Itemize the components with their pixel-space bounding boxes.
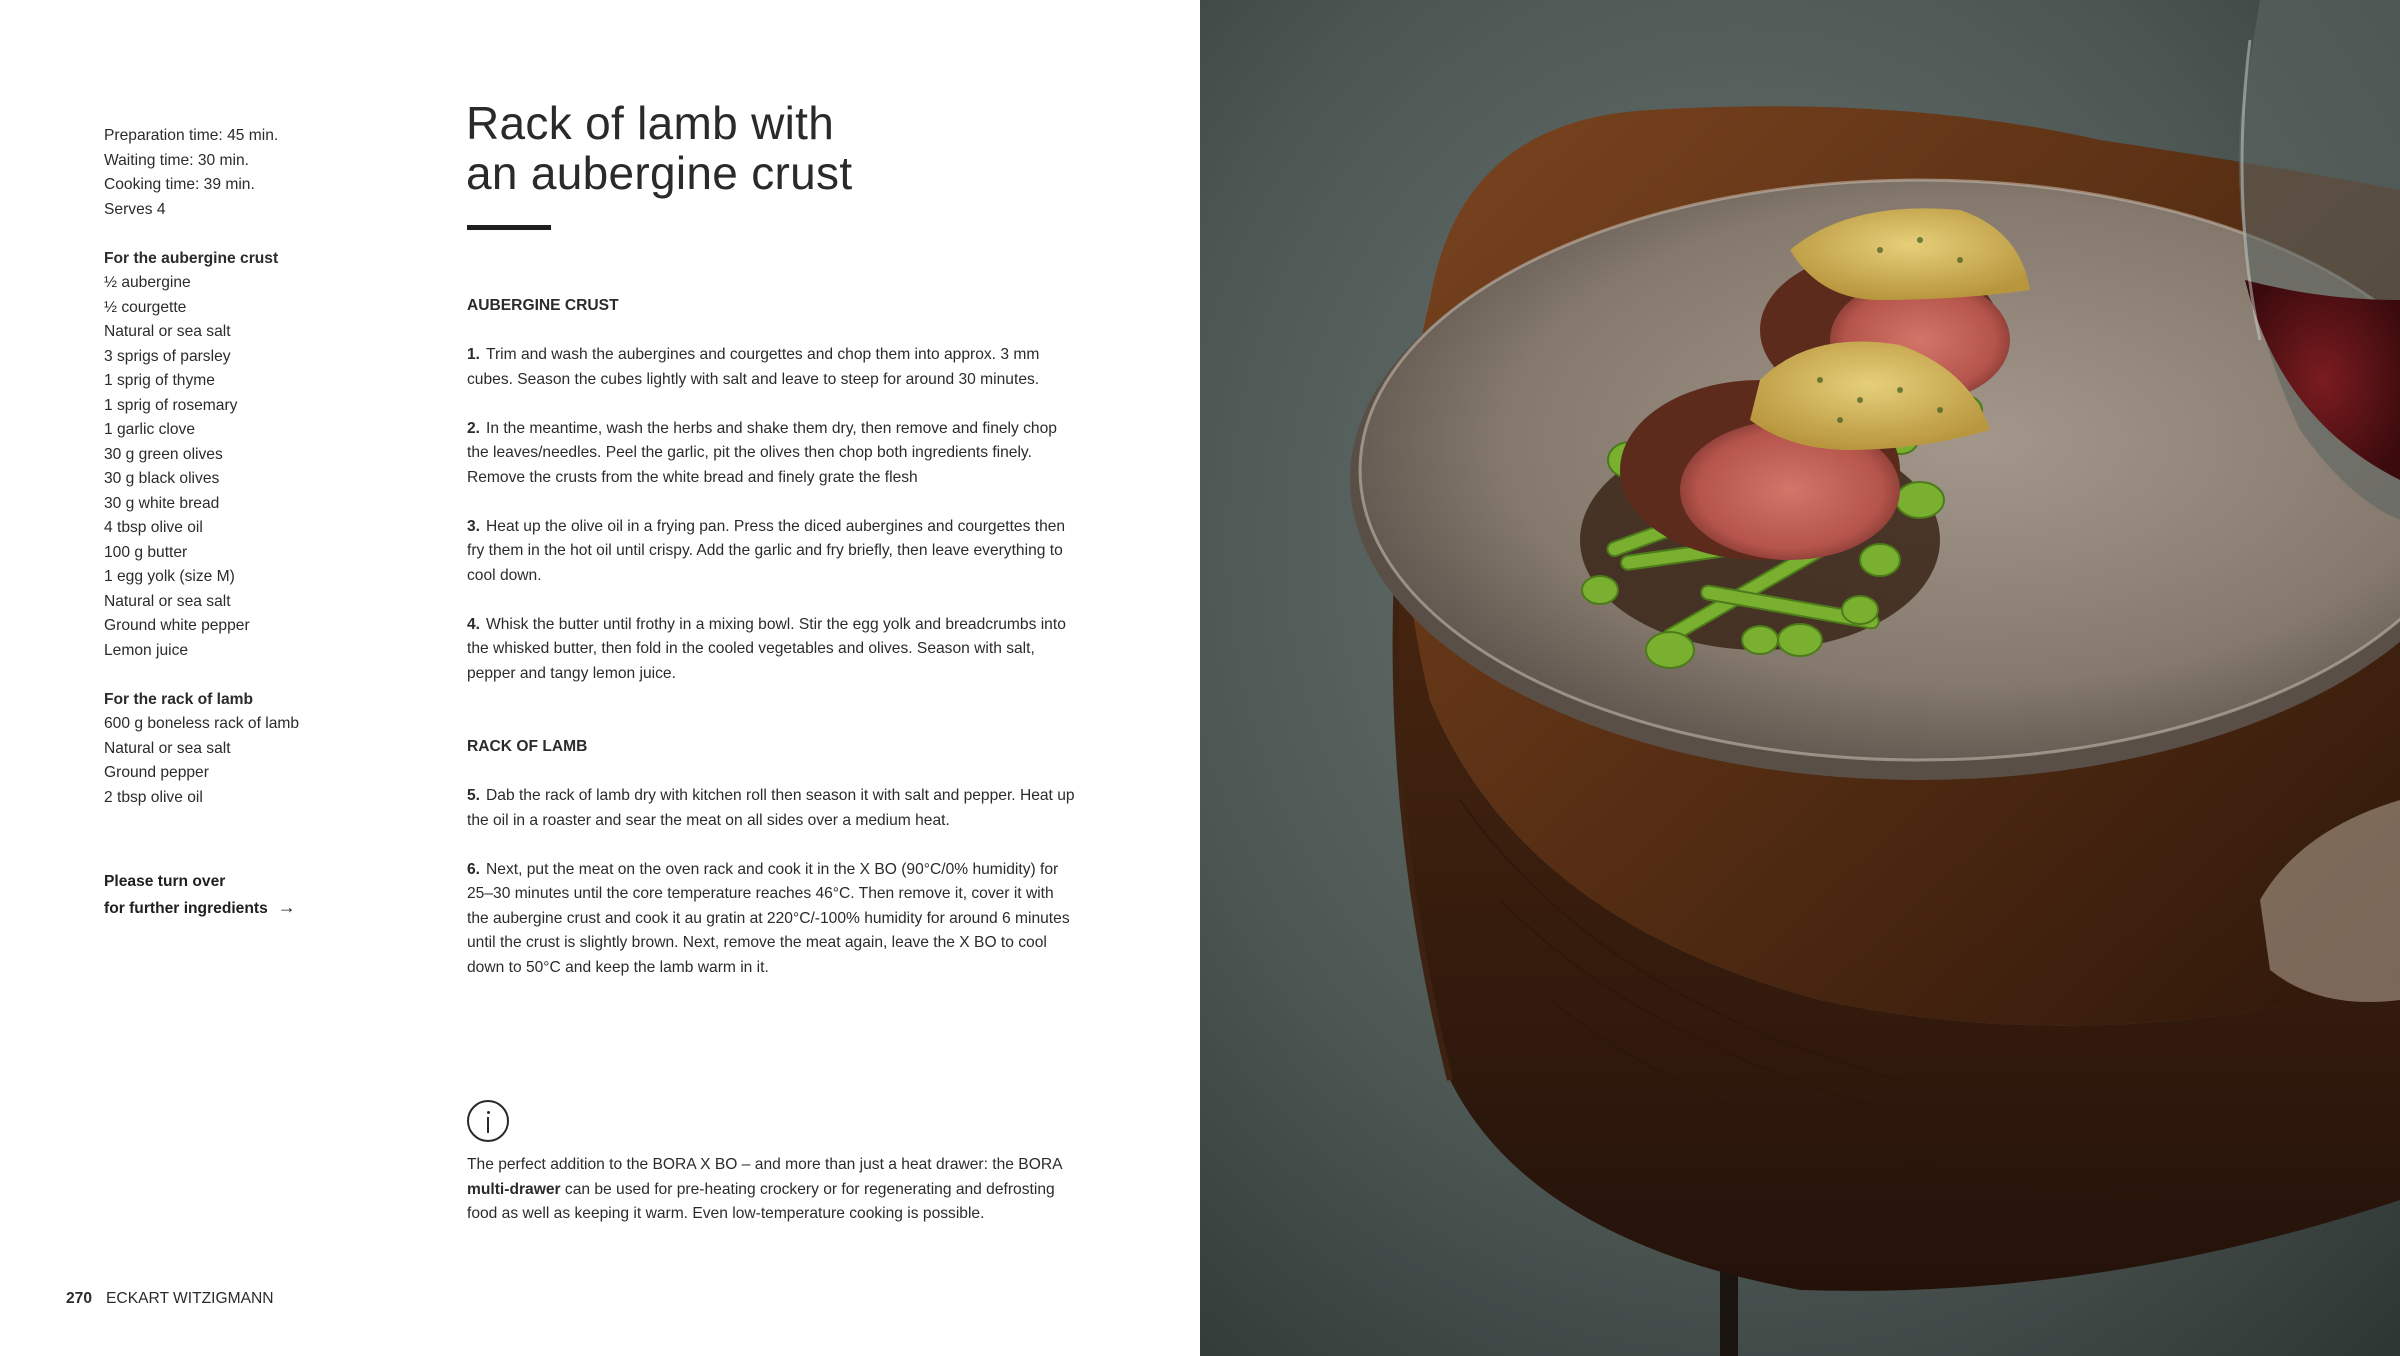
crust-ingredients-list bbox=[104, 271, 404, 663]
ingredient-item: 2 tbsp olive oil bbox=[104, 788, 203, 806]
cooking-time: Cooking time: 39 min. bbox=[104, 176, 255, 193]
ingredient-item: Natural or sea salt bbox=[104, 323, 231, 340]
ingredient-item: ½ aubergine bbox=[104, 274, 191, 291]
ingredient-item: 1 sprig of rosemary bbox=[104, 396, 238, 414]
ingredient-item: Ground pepper bbox=[104, 764, 209, 781]
ingredient-item: Lemon juice bbox=[104, 641, 189, 659]
info-note bbox=[467, 1153, 1087, 1227]
step-2-number: 2. bbox=[467, 419, 481, 437]
step-2-text: In the meantime, wash the herbs and shake them dry, then remove and finely chop the leaves/needles. Peel the garlic, pit the olives then chop both ingredients finely. Remove the crusts from the white bread and finely grate the flesh bbox=[467, 419, 1057, 486]
ingredient-item: 1 egg yolk (size M) bbox=[104, 568, 235, 585]
step-3 bbox=[467, 515, 1077, 589]
recipe-title-line-2: an aubergine crust bbox=[466, 147, 853, 199]
step-1-text: Trim and wash the aubergines and courgettes and chop them into approx. 3 mm cubes. Season the cubes lightly with salt and leave to steep for around 30 minutes. bbox=[467, 346, 1040, 388]
recipe-title-line-1: Rack of lamb with bbox=[466, 97, 835, 149]
step-6 bbox=[467, 858, 1077, 981]
ingredients-column bbox=[104, 124, 404, 810]
page-footer bbox=[66, 1290, 274, 1308]
step-5 bbox=[467, 784, 1077, 833]
ingredient-item: ½ courgette bbox=[104, 298, 187, 316]
step-4 bbox=[467, 613, 1077, 687]
turn-over-line-2: for further ingredients bbox=[104, 899, 268, 917]
step-3-number: 3. bbox=[467, 517, 481, 535]
info-icon bbox=[467, 1100, 509, 1142]
step-5-number: 5. bbox=[467, 787, 481, 804]
step-4-text: Whisk the butter until frothy in a mixing bowl. Stir the egg yolk and breadcrumbs into the whisked butter, then fold in the cooled vegetables and olives. Season with salt, pepper and tangy lemon juice. bbox=[467, 615, 1066, 682]
lamb-ingredients-list bbox=[104, 712, 404, 810]
ingredient-item: 1 sprig of thyme bbox=[104, 372, 215, 389]
step-1-number: 1. bbox=[467, 346, 481, 363]
lamb-ingredients-heading: For the rack of lamb bbox=[104, 690, 254, 708]
turn-over-note bbox=[104, 870, 296, 921]
step-6-text: Next, put the meat on the oven rack and cook it in the X BO (90°C/0% humidity) for 25–30 minutes until the core temperature reaches 46°C. Then remove it, cover it with the aubergine crust and cook it au gratin at 220°C/-100% humidity for around 6 minutes until the crust is slightly brown. Next, remove the meat again, leave the X BO to cool down to 50°C and keep the lamb warm in it. bbox=[467, 860, 1070, 976]
step-4-number: 4. bbox=[467, 615, 481, 633]
author-name: ECKART WITZIGMANN bbox=[106, 1290, 274, 1307]
food-photo bbox=[1200, 0, 2400, 1356]
step-5-text: Dab the rack of lamb dry with kitchen roll then season it with salt and pepper. Heat up the oil in a roaster and sear the meat on all sides over a medium heat. bbox=[467, 787, 1075, 829]
step-1 bbox=[467, 343, 1077, 392]
info-note-text-end: can be used for pre-heating crockery or for regenerating and defrosting food as well as keeping it warm. Even low-temperature cooking is possible. bbox=[467, 1180, 1055, 1222]
method-text bbox=[467, 294, 1077, 980]
ingredient-item: 3 sprigs of parsley bbox=[104, 347, 231, 365]
recipe-title bbox=[466, 98, 852, 198]
ingredient-item: 30 g black olives bbox=[104, 470, 220, 487]
servings: Serves 4 bbox=[104, 200, 166, 218]
step-2 bbox=[467, 417, 1077, 491]
title-underline bbox=[467, 225, 551, 230]
rack-of-lamb-heading: RACK OF LAMB bbox=[467, 738, 588, 755]
info-note-text-start: The perfect addition to the BORA X BO – and more than just a heat drawer: the BORA bbox=[467, 1156, 1062, 1173]
turn-over-line-1: Please turn over bbox=[104, 873, 226, 890]
crust-ingredients-heading: For the aubergine crust bbox=[104, 249, 279, 267]
aubergine-crust-heading: AUBERGINE CRUST bbox=[467, 297, 619, 314]
preparation-time: Preparation time: 45 min. bbox=[104, 127, 279, 144]
ingredient-item: 100 g butter bbox=[104, 543, 188, 561]
ingredient-item: Natural or sea salt bbox=[104, 739, 231, 757]
ingredient-item: Natural or sea salt bbox=[104, 592, 231, 610]
ingredient-item: 600 g boneless rack of lamb bbox=[104, 715, 300, 732]
ingredient-item: 1 garlic clove bbox=[104, 421, 196, 438]
step-6-number: 6. bbox=[467, 860, 481, 878]
page-number: 270 bbox=[66, 1290, 93, 1307]
waiting-time: Waiting time: 30 min. bbox=[104, 151, 250, 169]
step-3-text: Heat up the olive oil in a frying pan. Press the diced aubergines and courgettes then fry them in the hot oil until crispy. Add the garlic and fry briefly, then leave everything to cool down. bbox=[467, 517, 1066, 584]
ingredient-item: Ground white pepper bbox=[104, 617, 250, 634]
ingredient-item: 30 g white bread bbox=[104, 494, 220, 512]
ingredient-item: 30 g green olives bbox=[104, 445, 223, 463]
multi-drawer-term: multi-drawer bbox=[467, 1180, 561, 1198]
arrow-right-icon: → bbox=[277, 896, 296, 917]
ingredient-item: 4 tbsp olive oil bbox=[104, 519, 203, 536]
